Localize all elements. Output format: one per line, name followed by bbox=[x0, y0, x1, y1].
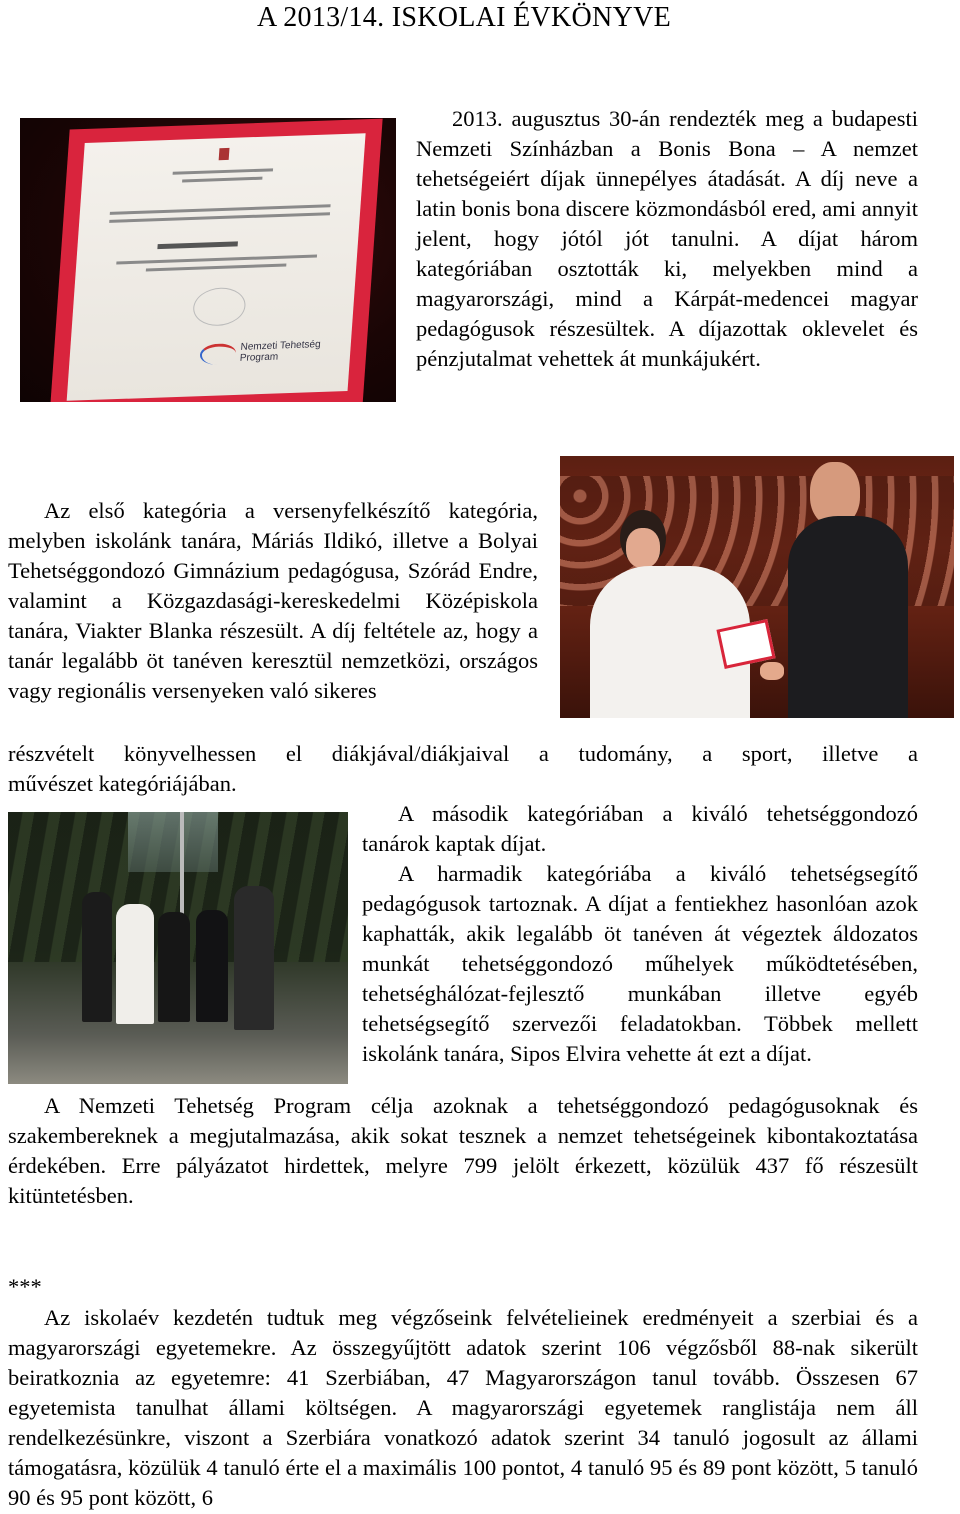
paragraph-second-third-category: A második kategóriában a kiváló tehetséggondozó tanárok kaptak díjat. A harmadik kategóriába a kiváló tehetségsegítő pedagógusok tartoznak. A díjat a fentiekhez hasonlóan azok kaphatták, akik legalább öt tanéven át végeztek áldozatos munkát tehetséggondozó műhelyek működtetésében, tehetséghálózat-fejlesztő munkában illetve egyéb tehetségsegítő szervezői feladatokban. Többek mellett iskolánk tanára, Sipos Elvira vehette át ezt a díjat. bbox=[362, 801, 918, 1066]
person-2 bbox=[116, 904, 154, 1024]
man-dark-suit bbox=[788, 516, 908, 718]
paragraph-admissions: Az iskolaév kezdetén tudtuk meg végzőseink felvételieinek eredményeit a szerbiai és a magyarországi egyetemekre. Az összegyűjtött adatok szerint 106 végzősből 88-nak sikerült beiratkoznia az egyetemre: 41 Szerbiában, 47 Magyarországon tanul tovább. Összesen 67 egyetemista tanulhat állami költségen. A magyarországi egyetemek ranglistája nem áll rendelkezésünkre, viszont a Szerbiára vonatkozó adatok szerint 34 tanuló jogosult az állami támogatásra, közülük 4 tanuló érte el a maximális 100 pontot, 4 tanuló 95 és 89 pont között, 5 tanuló 90 és 95 pont között, 6 bbox=[8, 1305, 918, 1510]
page-title: A 2013/14. ISKOLAI ÉVKÖNYVE bbox=[256, 2, 672, 33]
award-ceremony-photo bbox=[560, 456, 954, 718]
seal-icon bbox=[192, 287, 247, 327]
woman-face bbox=[626, 528, 660, 568]
handshake bbox=[760, 662, 784, 680]
building bbox=[128, 812, 218, 872]
framed-diploma-photo bbox=[20, 118, 396, 402]
person-3 bbox=[158, 912, 190, 1022]
diploma-logo-text: Nemzeti Tehetség Program bbox=[239, 339, 322, 364]
person-1 bbox=[82, 892, 112, 1022]
diploma-frame bbox=[49, 119, 382, 402]
crest-icon bbox=[219, 148, 230, 160]
diploma-paper bbox=[67, 133, 366, 401]
paragraph-first-category: Az első kategória a versenyfelkészítő kategória, melyben iskolánk tanára, Máriás Ildikó, illetve a Bolyai Tehetséggondozó Gimnázium pedagógusa, Szórád Endre, valamint a Közgazdasági-kereskedelmi Középiskola tanára, Viakter Blanka részesült. A díj feltétele az, hogy a tanár legalább öt tanéven keresztül nemzetközi, országos vagy regionális versenyeken való sikeres bbox=[8, 498, 538, 703]
person-5 bbox=[234, 886, 274, 1030]
paragraph-program-goal: A Nemzeti Tehetség Program célja azoknak a tehetséggondozó pedagógusoknak és szakembereknek a megjutalmazása, akik sokat tesznek a nemzet tehetségeinek kibontakoztatása érdekében. Erre pályázatot hirdettek, melyre 799 jelölt érkezett, közülük 437 fő részesült kitüntetésben. bbox=[8, 1093, 918, 1208]
program-logo-icon bbox=[199, 343, 237, 365]
group-photo bbox=[8, 812, 348, 1084]
person-4 bbox=[196, 910, 228, 1022]
section-separator: *** bbox=[8, 1274, 42, 1299]
paragraph-award-intro: 2013. augusztus 30-án rendezték meg a budapesti Nemzeti Színházban a Bonis Bona – A nemzet tehetségeiért díjak ünnepélyes átadását. A díj neve a latin bonis bona discere közmondásból ered, ami annyit jelent, hogy jótól jót tanulni. A díjat három kategóriában osztották ki, melyekben mind a magyarországi, mind a Kárpát-medencei magyar pedagógusok részesültek. A díjazottak oklevelet és pénzjutalmat vehettek át munkájukért. bbox=[416, 106, 918, 371]
paragraph-first-category-cont: részvételt könyvelhessen el diákjával/diákjaival a tudomány, a sport, illetve a művészet kategóriájában. bbox=[8, 741, 918, 796]
